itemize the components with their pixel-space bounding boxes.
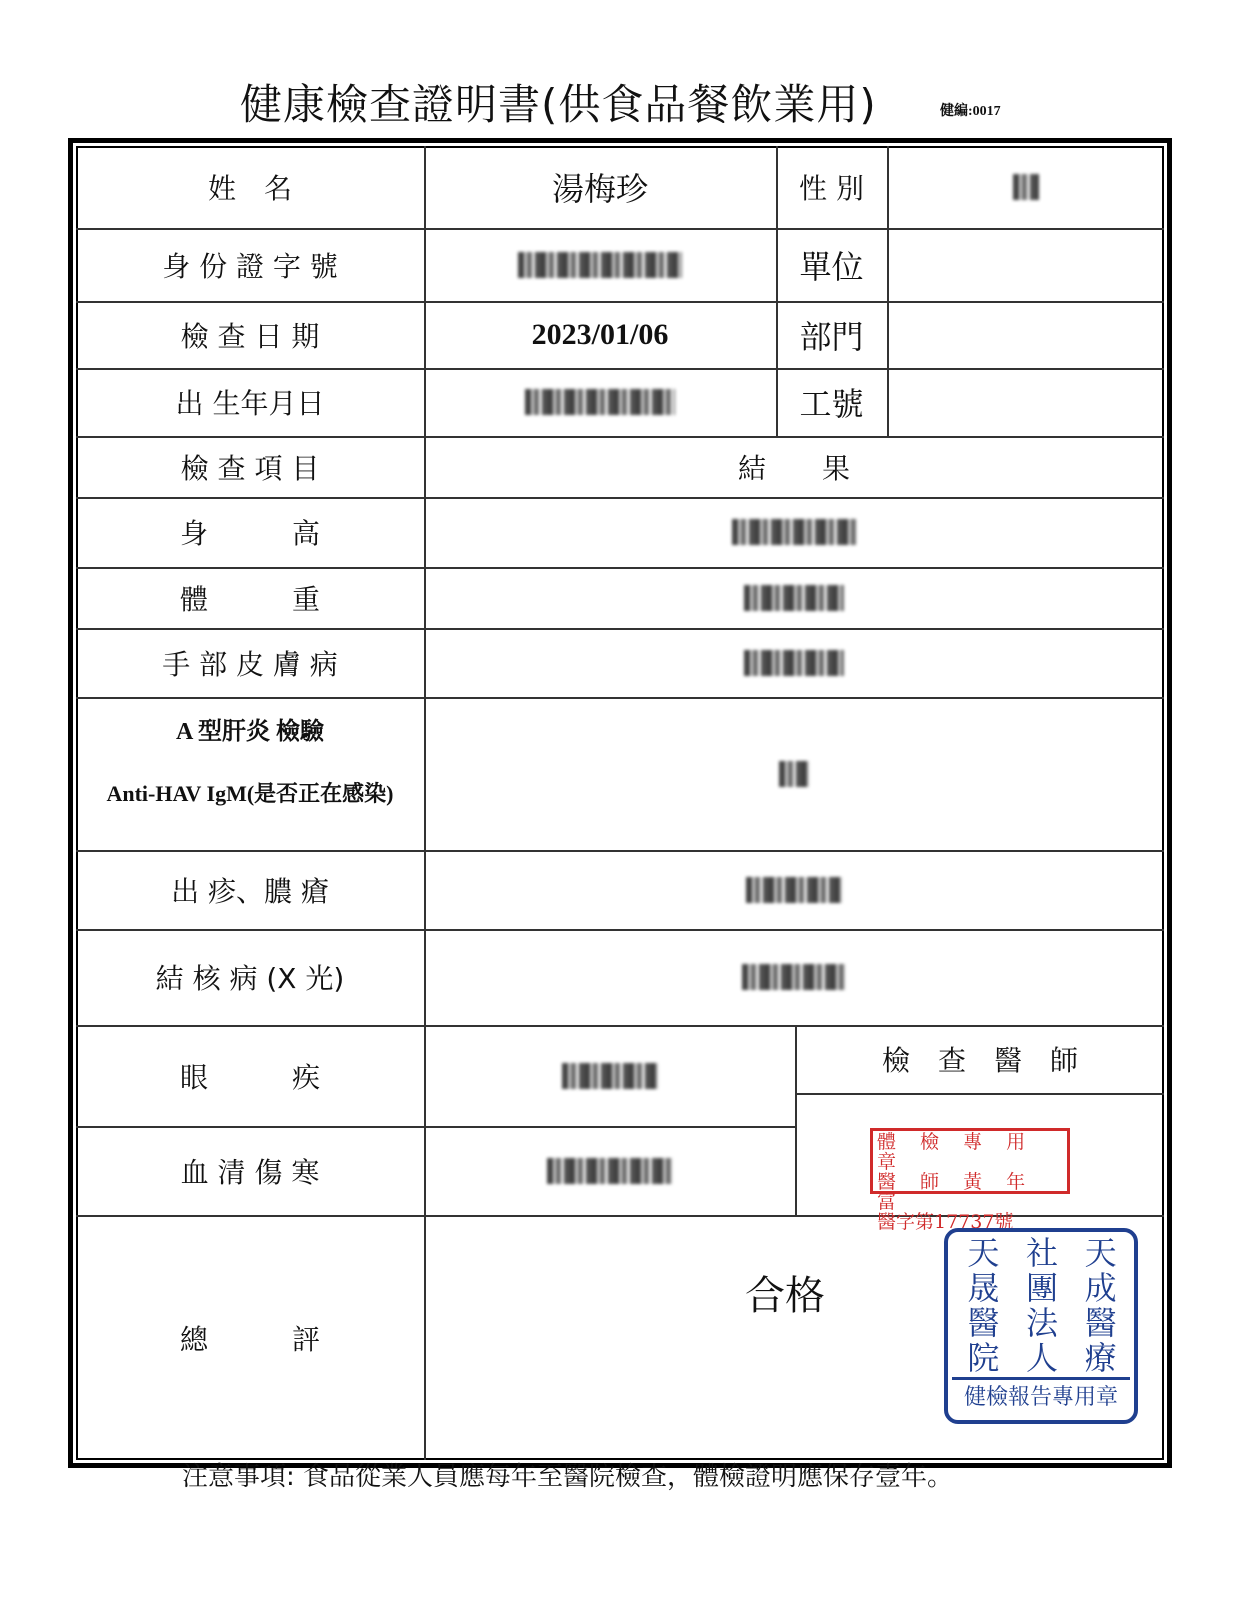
footer-note: 注意事項: 食品從業人員應每年至醫院檢查，體檢證明應保存壹年。 [182,1462,954,1492]
serum-typhoid-value-redacted [424,1126,795,1215]
name-value: 湯梅珍 [551,170,648,208]
document-number: 健編:0017 [940,104,1001,119]
serum-typhoid-label: 血 清 傷 寒 [180,1155,320,1189]
anti-hav-igm-label: Anti-HAV IgM(是否正在感染) [106,780,394,806]
overall-evaluation-value: 合格 [745,1272,825,1319]
height-value-redacted [424,497,1164,567]
hepatitis-a-label: A 型肝炎 檢驗 [175,718,324,745]
eye-disease-value-redacted [424,1025,795,1126]
name-label: 姓 名 [207,172,292,205]
weight-value-redacted [424,567,1164,628]
eye-disease-label: 眼 疾 [179,1060,320,1094]
hepatitis-a-value-redacted [424,697,1164,850]
exam-date-label: 檢 查 日 期 [180,319,320,353]
employee-number-label: 工號 [799,385,864,423]
id-label: 身 份 證 字 號 [162,249,338,283]
department-label: 部門 [799,317,864,356]
examining-doctor-label: 檢 查 醫 師 [881,1044,1078,1077]
exam-date-value: 2023/01/06 [531,317,669,351]
result-header: 結 果 [737,451,850,485]
rash-abscess-value-redacted [424,850,1164,929]
row-divider [796,1093,1164,1095]
gender-value-redacted [887,146,1164,228]
rash-abscess-label: 出 疹、膿 瘡 [171,874,329,908]
hand-skin-disease-label: 手 部 皮 膚 病 [162,647,338,681]
unit-label: 單位 [799,247,864,286]
tuberculosis-label: 結 核 病 (X 光) [155,962,345,995]
hand-skin-disease-value-redacted [424,628,1164,697]
id-value-redacted [424,228,776,301]
height-label: 身 高 [179,517,320,550]
tuberculosis-value-redacted [424,929,1164,1025]
document-title: 健康檢查證明書(供食品餐飲業用) [240,80,877,129]
birth-date-label: 出 生年月日 [175,387,325,420]
gender-label: 性 別 [799,172,864,205]
birth-date-value-redacted [424,368,776,436]
overall-evaluation-label: 總 評 [179,1322,320,1356]
hospital-seal-stamp: 天 社 天 晟 團 成 醫 法 醫 院 人 療 健檢報告專用章 [944,1228,1138,1424]
doctor-seal-stamp: 體 檢 專 用 章 醫 師 黃 年 富 醫字第17737號 [870,1128,1070,1194]
exam-item-header: 檢 查 項 目 [180,451,320,485]
weight-label: 體 重 [179,582,320,616]
